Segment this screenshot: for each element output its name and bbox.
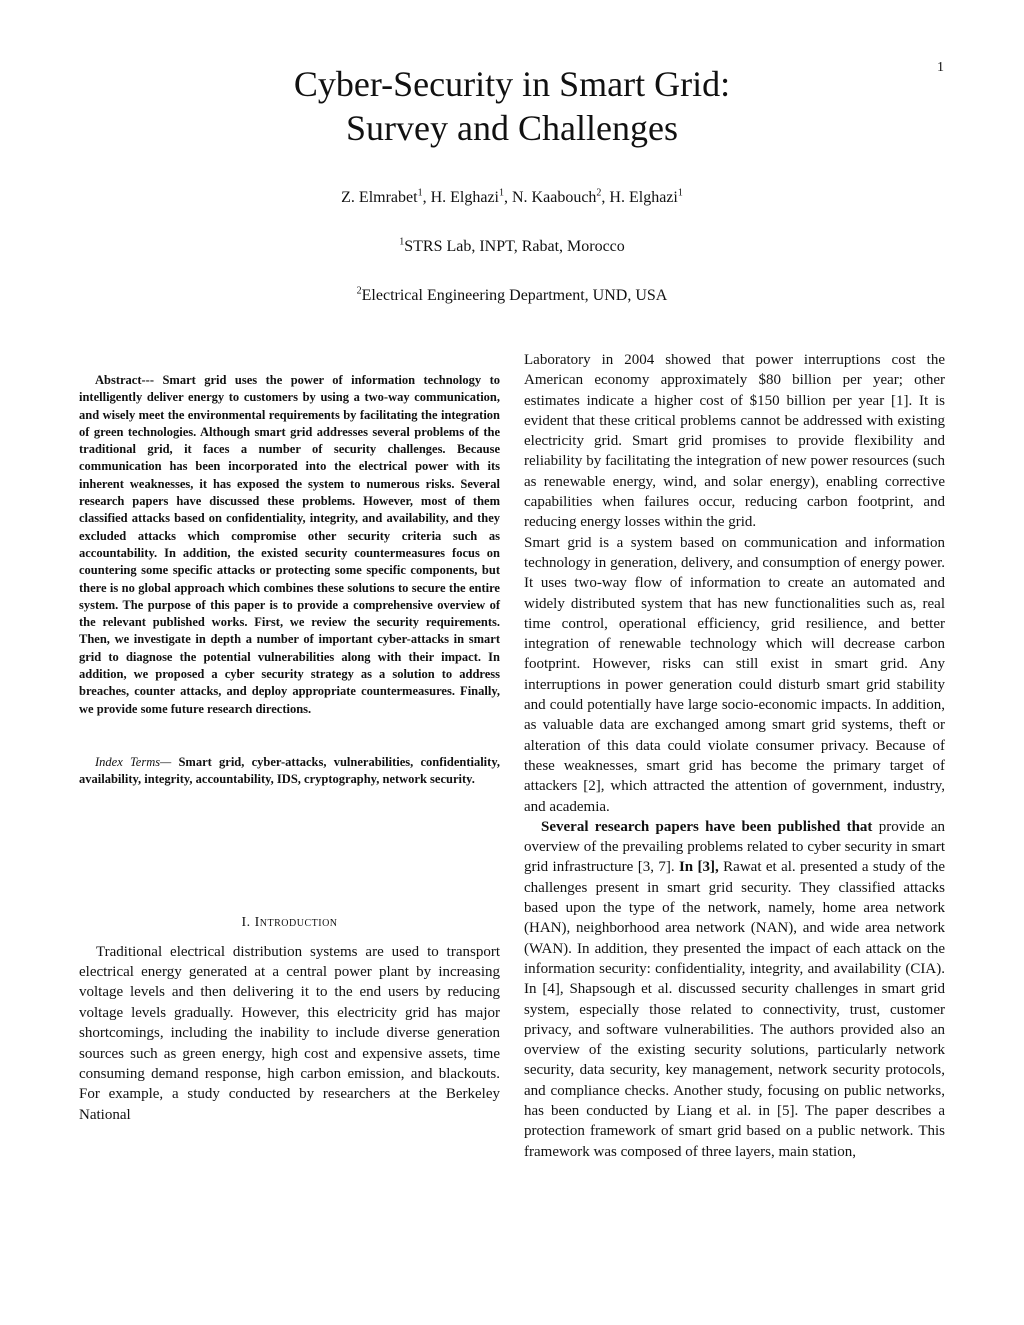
title-line-1: Cyber-Security in Smart Grid: <box>293 64 731 104</box>
page-number: 1 <box>937 60 944 75</box>
author: N. Kaabouch <box>512 189 597 206</box>
right-column <box>524 350 945 1162</box>
author-affiliation-mark: 1 <box>499 187 504 199</box>
section-number: I. <box>241 914 251 930</box>
affiliation-number: 1 <box>399 236 405 248</box>
affiliation-text: STRS Lab, INPT, Rabat, Morocco <box>404 238 625 255</box>
affiliation-1 <box>0 238 1024 256</box>
author-affiliation-mark: 1 <box>417 187 423 199</box>
paper-title <box>0 62 1024 150</box>
index-terms-text: Smart grid, cyber-attacks, vulnerabilities, confidentiality, availability, integrity, accountability, IDS, cryptography, network security. <box>79 754 500 787</box>
paragraph-text: Rawat et al. presented a study of the challenges present in smart grid security. They classified attacks based upon the type of the network, namely, home area network (HAN), neighborhood area network (NAN), and wide area network (WAN). In addition, they presented the impact of each attack on the information security: confidentiality, integrity, and availability (CIA). In [4], Shapsough et al. discussed security challenges in smart grid system, especially those related to connectivity, trust, customer privacy, and software vulnerabilities. The authors provided also an overview of the existing security solutions, particularly network security, data security, key management, network security protocols, and compliance checks. Another study, focusing on public networks, has been conducted by Liang et al. in [5]. The paper describes a protection framework of smart grid based on a public network. This framework was composed of three layers, main station, <box>524 859 945 1160</box>
abstract: Abstract--- Smart grid uses the power of information technology to intelligently deliver energy to customers by using a two-way communication, and wisely meet the environmental requirements by facilitating the integration of green technologies. Although smart grid addresses several problems of the traditional grid, it faces a number of security challenges. Because communication has been incorporated into the electrical power with its inherent weaknesses, it has exposed the system to numerous risks. Several research papers have discussed these problems. However, most of them classified attacks based on confidentiality, integrity, and availability, and they excluded attacks which compromise other security criteria such as accountability. In addition, the existed security countermeasures focus on countering some specific attacks or protecting some specific components, but there is no global approach which combines these solutions to secure the entire system. The purpose of this paper is to provide a comprehensive overview of the relevant published works. First, we review the security requirements. Then, we investigate in depth a number of important cyber-attacks in smart grid to diagnose the potential vulnerabilities along with their impact. In addition, we proposed a cyber security strategy as a solution to address breaches, counter attacks, and deploy appropriate countermeasures. Finally, we provide some future research directions. <box>79 373 500 716</box>
section-heading-introduction <box>79 912 500 934</box>
affiliation-text: Electrical Engineering Department, UND, USA <box>361 287 668 304</box>
author: H. Elghazi <box>430 189 499 206</box>
emphasis-text: Several research papers have been published that <box>541 818 873 835</box>
intro-paragraph: Traditional electrical distribution systems are used to transport electrical energy generated at a central power plant by increasing voltage levels and then delivering it to the end users by reducing voltage levels gradually. However, this electricity grid has major shortcomings, including the inability to include diverse generation sources such as green energy, high cost and expensive assets, time consuming demand response, high carbon emission, and blackouts. For example, a study conducted by researchers at the Berkeley National <box>79 943 500 1123</box>
index-terms <box>79 754 500 789</box>
author: H. Elghazi <box>609 189 678 206</box>
section-title: Introduction <box>254 914 338 930</box>
title-line-2: Survey and Challenges <box>346 108 678 148</box>
index-terms-label: Index Terms— <box>95 754 172 769</box>
left-column <box>79 372 500 1125</box>
affiliation-2 <box>0 287 1024 305</box>
author-list: Z. Elmrabet$^1$, H. Elghazi$^1$, N. Kaabouch$^2$, H. Elghazi$^1$ <box>341 187 683 206</box>
right-paragraph-2: Smart grid is a system based on communication and information technology in generation, delivery, and consumption of energy power. It uses two-way flow of information to create an automated and widely distributed system that has new functionalities such as, real time control, operational efficiency, grid resilience, and better integration of renewable technology which will decrease carbon footprint. However, risks can still exist in smart grid. Any interruptions in power generation could disturb smart grid stability and could potentially have large socio-economic impacts. In addition, as valuable data are exchanged among smart grid systems, theft or alteration of this data could violate consumer privacy. Because of these weaknesses, smart grid has become the primary target of attackers [2], which attracted the attention of government, industry, and academia. <box>524 534 945 815</box>
paragraph-text: provide an overview of the prevailing problems related to cyber security in smart grid infrastructure [3, 7]. <box>524 818 945 876</box>
emphasis-text: In [3], <box>678 859 719 876</box>
author-affiliation-mark: 2 <box>596 187 602 199</box>
affiliation-number: 2 <box>356 285 362 297</box>
right-paragraph-1: Laboratory in 2004 showed that power interruptions cost the American economy approximately $80 billion per year; other estimates indicate a higher cost of $150 billion per year [1]. It is evident that these critical problems cannot be addressed with existing electricity grid. Smart grid promises to provide flexibility and reliability by facilitating the integration of new power resources (such as renewable energy, wind, and solar energy), enabling corrective capabilities when failures occur, reducing carbon footprint, and reducing energy losses within the grid. <box>524 352 945 531</box>
author-affiliation-mark: 1 <box>677 187 683 199</box>
right-paragraph-3 <box>524 817 945 1162</box>
author: Z. Elmrabet <box>341 189 418 206</box>
